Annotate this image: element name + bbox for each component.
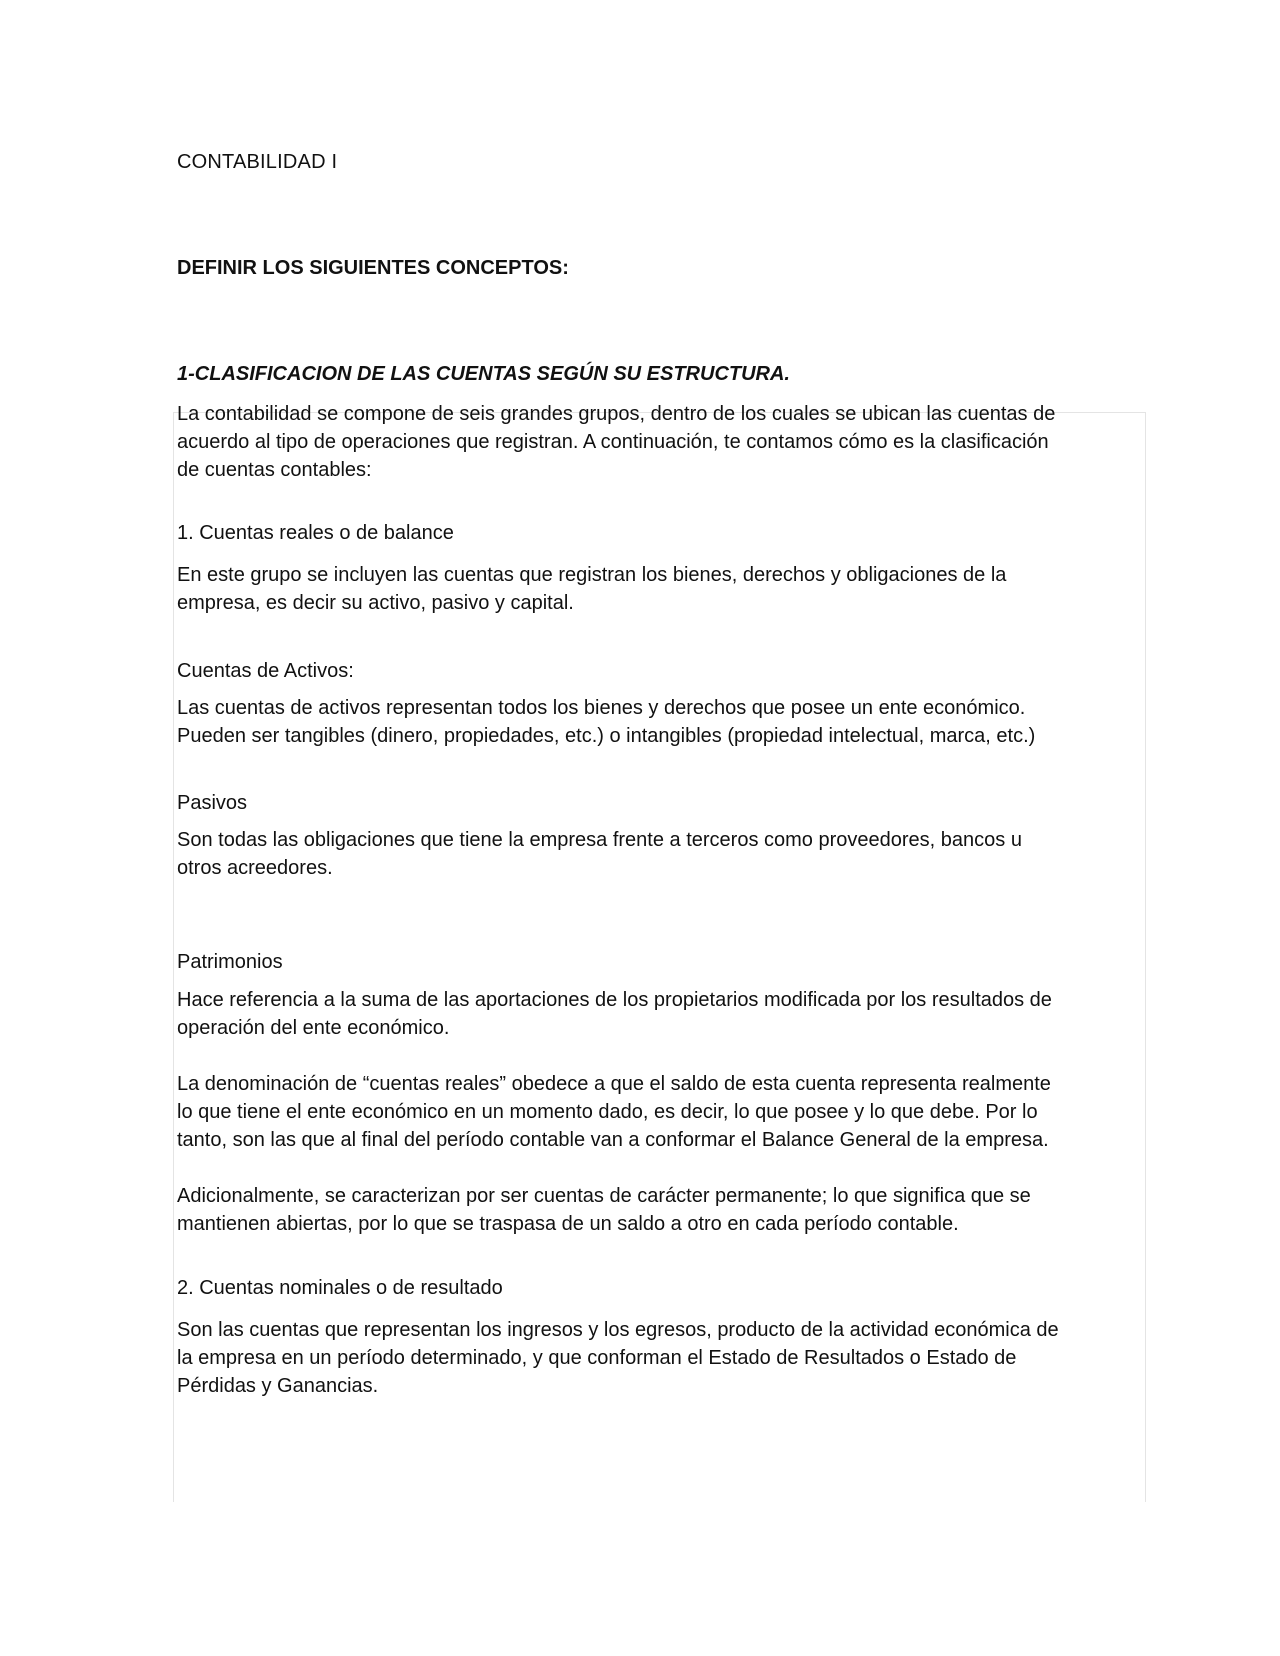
text-line: 2. Cuentas nominales o de resultado bbox=[177, 1277, 503, 1299]
text-line: tanto, son las que al final del período contable van a conformar el Balance General de la empresa. bbox=[177, 1129, 1049, 1151]
paragraph-denominacion bbox=[177, 1070, 1107, 1154]
paragraph-cuentas-reales bbox=[177, 561, 1107, 617]
text-line: Pérdidas y Ganancias. bbox=[177, 1375, 379, 1397]
text-line: Hace referencia a la suma de las aportaciones de los propietarios modificada por los resultados de bbox=[177, 989, 1052, 1011]
text-line: de cuentas contables: bbox=[177, 459, 372, 481]
text-line: otros acreedores. bbox=[177, 857, 333, 879]
text-line: Las cuentas de activos representan todos los bienes y derechos que posee un ente económico. bbox=[177, 697, 1026, 719]
paragraph-patrimonios bbox=[177, 986, 1107, 1042]
text-line: La denominación de “cuentas reales” obedece a que el saldo de esta cuenta representa realmente bbox=[177, 1073, 1051, 1095]
text-line: acuerdo al tipo de operaciones que registran. A continuación, te contamos cómo es la clasificación bbox=[177, 431, 1049, 453]
text-line: empresa, es decir su activo, pasivo y capital. bbox=[177, 592, 574, 614]
section-title: 1-CLASIFICACION DE LAS CUENTAS SEGÚN SU ESTRUCTURA. bbox=[177, 363, 790, 385]
paragraph-cuentas-nominales bbox=[177, 1316, 1107, 1400]
text-line: La contabilidad se compone de seis grandes grupos, dentro de los cuales se ubican las cuentas de bbox=[177, 403, 1056, 425]
text-line: Adicionalmente, se caracterizan por ser cuentas de carácter permanente; lo que significa que se bbox=[177, 1185, 1031, 1207]
text-line: la empresa en un período determinado, y que conforman el Estado de Resultados o Estado de bbox=[177, 1347, 1017, 1369]
text-line: Cuentas de Activos: bbox=[177, 660, 354, 682]
text-line: lo que tiene el ente económico en un momento dado, es decir, lo que posee y lo que debe. Por lo bbox=[177, 1101, 1038, 1123]
text-line: Pueden ser tangibles (dinero, propiedades, etc.) o intangibles (propiedad intelectual, marca, etc.) bbox=[177, 725, 1036, 747]
text-line: Pasivos bbox=[177, 792, 248, 814]
text-line: mantienen abiertas, por lo que se traspasa de un saldo a otro en cada período contable. bbox=[177, 1213, 959, 1235]
text-line: Son las cuentas que representan los ingresos y los egresos, producto de la actividad económica de bbox=[177, 1319, 1059, 1341]
subheading-cuentas-reales bbox=[177, 519, 1107, 547]
paragraph-pasivos bbox=[177, 826, 1107, 882]
text-line: Patrimonios bbox=[177, 951, 283, 973]
text-line: En este grupo se incluyen las cuentas que registran los bienes, derechos y obligaciones de la bbox=[177, 564, 1007, 586]
subheading-patrimonios bbox=[177, 948, 1107, 976]
subheading-cuentas-nominales bbox=[177, 1274, 1107, 1302]
intro-paragraph bbox=[177, 400, 1107, 484]
subheading-activos bbox=[177, 657, 1107, 685]
text-line: Son todas las obligaciones que tiene la empresa frente a terceros como proveedores, bancos u bbox=[177, 829, 1022, 851]
text-line: operación del ente económico. bbox=[177, 1017, 450, 1039]
paragraph-activos bbox=[177, 694, 1107, 750]
text-line: 1. Cuentas reales o de balance bbox=[177, 522, 454, 544]
subheading-pasivos bbox=[177, 789, 1107, 817]
course-title: CONTABILIDAD I bbox=[177, 151, 338, 173]
instruction-heading: DEFINIR LOS SIGUIENTES CONCEPTOS: bbox=[177, 257, 569, 279]
paragraph-adicionalmente bbox=[177, 1182, 1107, 1238]
